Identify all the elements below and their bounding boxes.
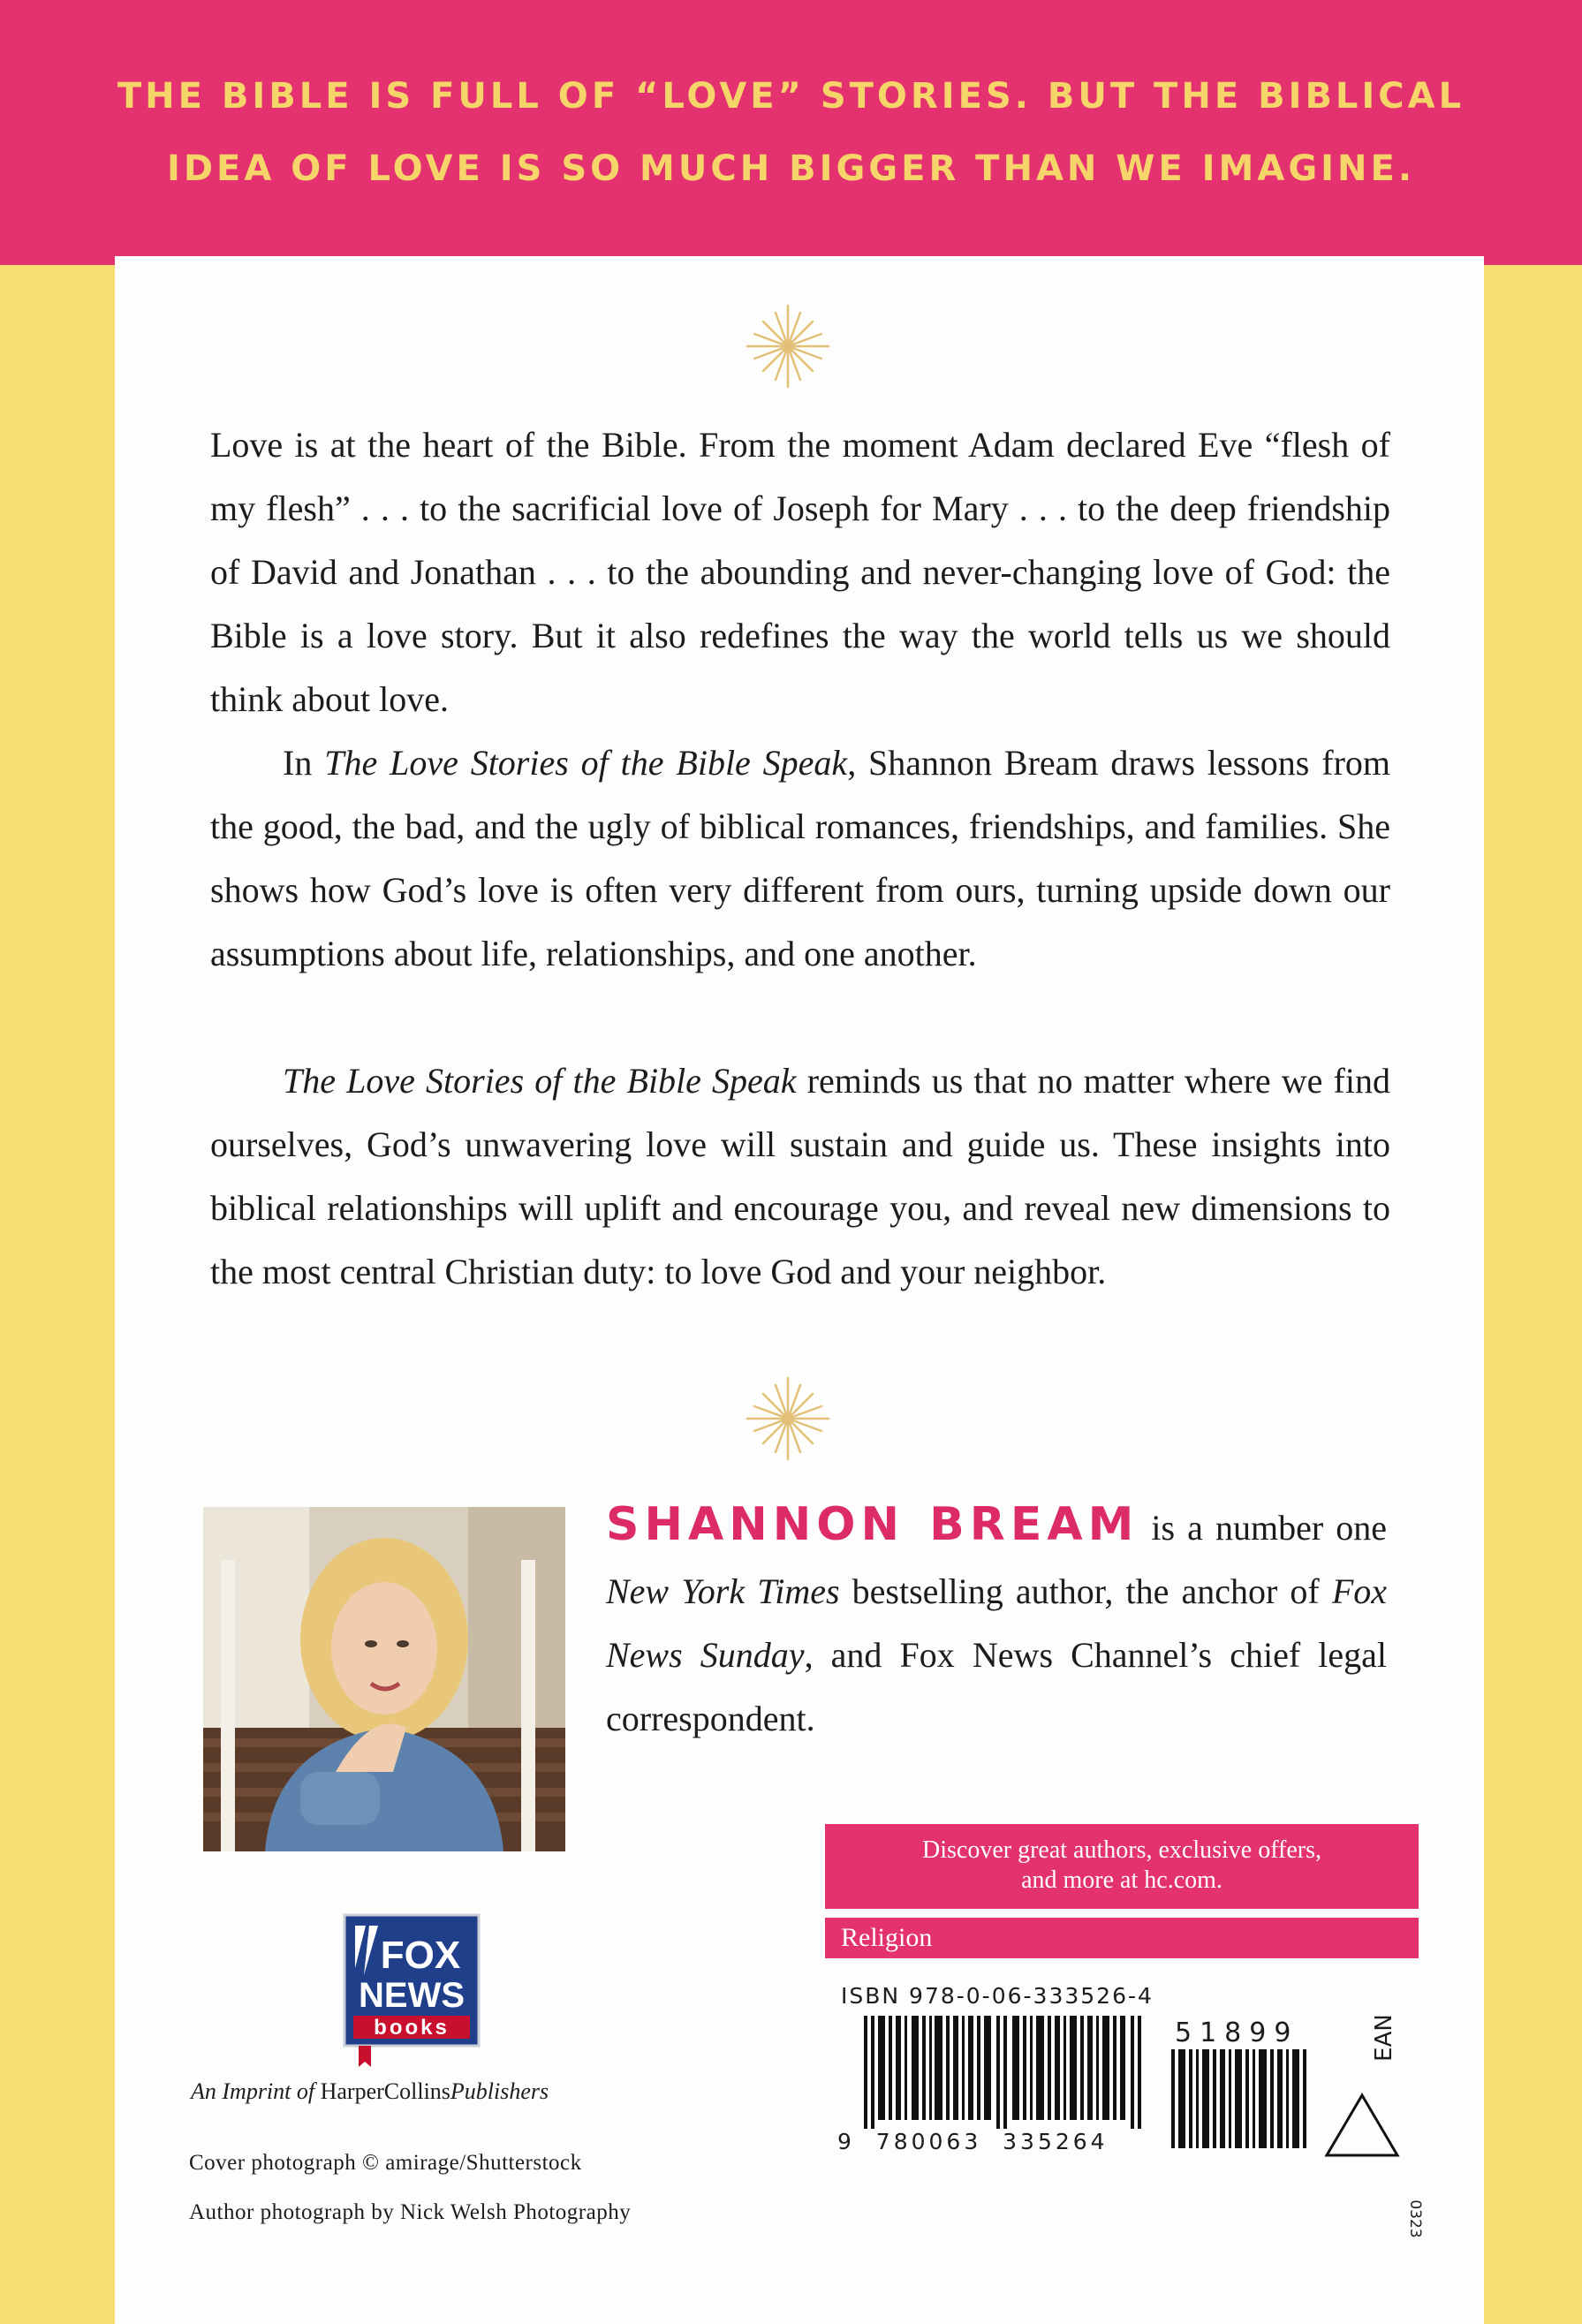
star-ornament-icon bbox=[742, 300, 834, 392]
imprint-suffix: Publishers bbox=[450, 2078, 549, 2104]
imprint-name: HarperCollins bbox=[320, 2078, 450, 2104]
paragraph-2-prefix: In bbox=[283, 743, 325, 783]
bio-text: bestselling author, the anchor of bbox=[839, 1571, 1332, 1611]
ean-digits: 9 780063 335264 bbox=[837, 2129, 1109, 2154]
banner-headline-line-2: IDEA OF LOVE IS SO MUCH BIGGER THAN WE IMAGINE. bbox=[166, 148, 1416, 189]
author-photo-credit: Author photograph by Nick Welsh Photography bbox=[189, 2200, 632, 2224]
ean-barcode bbox=[864, 2016, 1145, 2129]
bio-nyt: New York Times bbox=[606, 1571, 840, 1611]
top-banner bbox=[0, 0, 1582, 265]
description-paragraph-3 bbox=[210, 1049, 1390, 1304]
promo-box bbox=[825, 1824, 1419, 1909]
paragraph-3-text: reminds us that no matter where we find ourselves, God’s unwavering love will sustain and guide us. These insights into biblical relationships will uplift and encourage you, and reveal new dimensions to the most central Christian duty: to love God and your neighbor. bbox=[210, 1061, 1390, 1291]
addon-barcode bbox=[1171, 2049, 1311, 2148]
author-name: SHANNON BREAM bbox=[606, 1498, 1139, 1551]
category-label: Religion bbox=[825, 1918, 1419, 1958]
triangle-icon bbox=[1321, 2090, 1403, 2161]
cover-photo-credit: Cover photograph © amirage/Shutterstock bbox=[189, 2151, 582, 2175]
book-title: The Love Stories of the Bible Speak bbox=[283, 1061, 797, 1101]
paragraph-2-text: , Shannon Bream draws lessons from the good, the bad, and the ugly of biblical romances, friendships, and families. She shows how God’s love is often very different from ours, turning upside down our assumptions about life, relationships, and one another. bbox=[210, 743, 1390, 973]
description-paragraph-2 bbox=[210, 731, 1390, 986]
promo-line-2: and more at hc.com. bbox=[1021, 1866, 1222, 1894]
imprint-prefix: An Imprint of bbox=[191, 2078, 321, 2104]
logo-text-line-2: NEWS bbox=[359, 1976, 465, 2015]
author-bio bbox=[606, 1493, 1387, 1751]
banner-headline-line-1: THE BIBLE IS FULL OF “LOVE” STORIES. BUT THE BIBLICAL bbox=[117, 76, 1465, 117]
logo-text-line-1: FOX bbox=[380, 1934, 461, 1977]
description-paragraph-1: Love is at the heart of the Bible. From the moment Adam declared Eve “flesh of my flesh” . . . to the sacrificial love of Joseph for Mary . . . to the deep friendship of David and Jonathan . . . to the abounding and never-changing love of God: the Bible is a love story. But it also redefines the way the world tells us we should think about love. bbox=[210, 425, 1390, 719]
star-ornament-icon bbox=[742, 1373, 834, 1465]
bio-show-title: Fox News Sunday bbox=[606, 1571, 1387, 1675]
addon-digits: 51899 bbox=[1175, 2017, 1299, 2048]
book-title: The Love Stories of the Bible Speak bbox=[324, 743, 848, 783]
author-photo bbox=[203, 1507, 565, 1851]
logo-text-line-3: books bbox=[374, 2016, 450, 2040]
fox-news-books-logo bbox=[343, 1913, 481, 2069]
imprint-line bbox=[191, 2078, 549, 2105]
bio-text: , and Fox News Channel’s chief legal correspondent. bbox=[606, 1635, 1388, 1738]
isbn-label: ISBN 978-0-06-333526-4 bbox=[841, 1983, 1154, 2009]
bio-text: is a number one bbox=[1139, 1508, 1387, 1548]
edition-code: 0323 bbox=[1406, 2199, 1424, 2238]
ean-label: EAN bbox=[1371, 2014, 1397, 2062]
promo-line-1: Discover great authors, exclusive offers, bbox=[922, 1836, 1321, 1864]
